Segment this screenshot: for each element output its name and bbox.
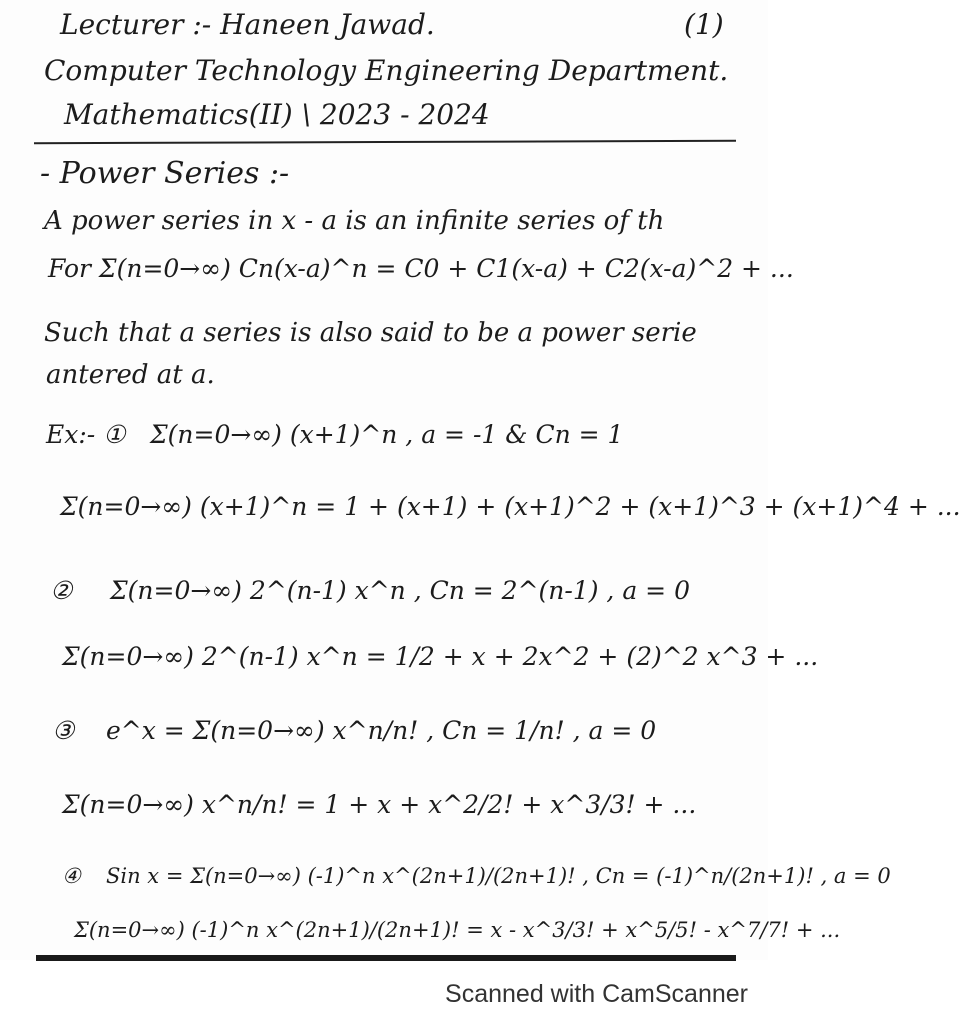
example-3-statement: e^x = Σ(n=0→∞) x^n/n! , Cn = 1/n! , a = 0 (106, 716, 657, 745)
example-4-statement: Sin x = Σ(n=0→∞) (-1)^n x^(2n+1)/(2n+1)! , Cn = (-1)^n/(2n+1)! , a = 0 (106, 864, 891, 888)
lecturer-line: Lecturer :- Haneen Jawad. (60, 8, 435, 41)
example-3-label: ③ (52, 716, 75, 745)
example-1-statement: Σ(n=0→∞) (x+1)^n , a = -1 & Cn = 1 (150, 420, 624, 449)
definition-line-4: antered at a. (46, 360, 215, 390)
page-bottom-edge (36, 955, 736, 961)
definition-line-2: For Σ(n=0→∞) Cn(x-a)^n = C0 + C1(x-a) + C2(x-a)^2 + ... (48, 254, 794, 283)
example-1-label: Ex:- ① (46, 420, 126, 449)
example-4-expansion: Σ(n=0→∞) (-1)^n x^(2n+1)/(2n+1)! = x - x^3/3! + x^5/5! - x^7/7! + ... (74, 918, 841, 942)
section-title: - Power Series :- (40, 156, 290, 191)
example-3-expansion: Σ(n=0→∞) x^n/n! = 1 + x + x^2/2! + x^3/3! + ... (62, 790, 697, 819)
example-4-label: ④ (62, 864, 81, 888)
course-line: Mathematics(II) \ 2023 - 2024 (64, 98, 490, 131)
header-divider (34, 140, 736, 144)
example-2-statement: Σ(n=0→∞) 2^(n-1) x^n , Cn = 2^(n-1) , a = 0 (110, 576, 690, 605)
page-number: (1) (684, 8, 724, 41)
example-1-expansion: Σ(n=0→∞) (x+1)^n = 1 + (x+1) + (x+1)^2 + (x+1)^3 + (x+1)^4 + ... (60, 492, 961, 521)
camscanner-watermark: Scanned with CamScanner (445, 980, 748, 1008)
definition-line-1: A power series in x - a is an infinite series of th (44, 206, 665, 236)
example-2-expansion: Σ(n=0→∞) 2^(n-1) x^n = 1/2 + x + 2x^2 + (2)^2 x^3 + ... (62, 642, 819, 671)
department-line: Computer Technology Engineering Department. (44, 54, 729, 87)
definition-line-3: Such that a series is also said to be a power serie (44, 318, 697, 348)
example-2-label: ② (50, 576, 73, 605)
